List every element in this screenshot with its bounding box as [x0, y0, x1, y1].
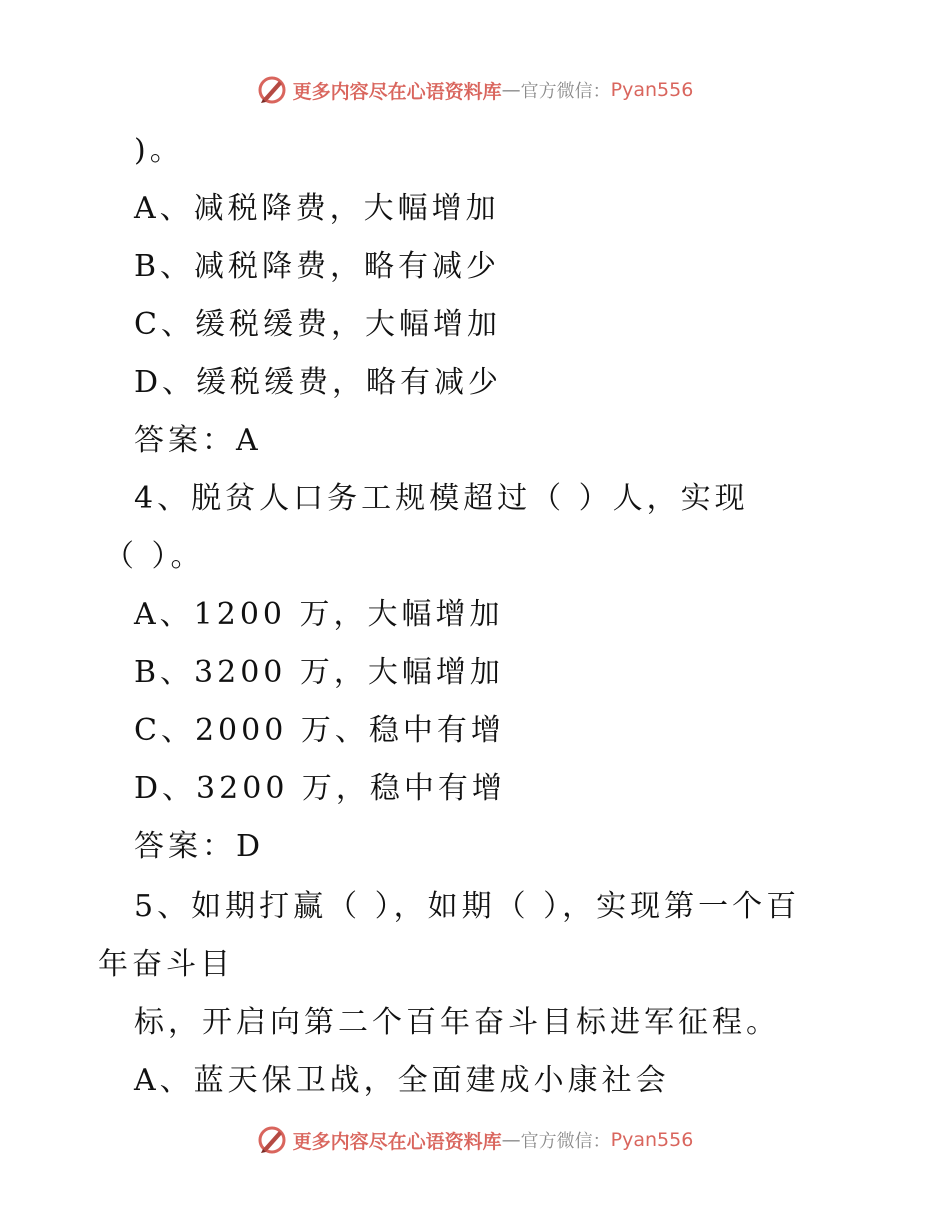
- footer-banner: [0, 1120, 950, 1160]
- text-line: )。: [134, 133, 184, 168]
- option-line: C、2000 万、稳中有增: [134, 713, 505, 748]
- option-line: D、3200 万，稳中有增: [134, 771, 506, 806]
- question-line: 年奋斗目: [98, 947, 234, 982]
- option-line: A、减税降费，大幅增加: [134, 191, 500, 226]
- option-line: D、缓税缓费，略有减少: [134, 365, 503, 400]
- pen-logo-icon: [257, 75, 287, 105]
- header-brand-text: 更多内容尽在心语资料库: [292, 80, 502, 103]
- answer-line: 答案：A: [134, 423, 262, 458]
- answer-line: 答案：D: [134, 829, 265, 864]
- header-wechat-id: Pyan556: [610, 79, 694, 101]
- header-wechat-label: 官方微信：: [520, 81, 611, 102]
- option-line: B、减税降费，略有减少: [134, 249, 501, 284]
- option-line: A、1200 万，大幅增加: [134, 597, 504, 632]
- option-line: C、缓税缓费，大幅增加: [134, 307, 501, 342]
- header-banner: [0, 70, 950, 110]
- question-line: 4、脱贫人口务工规模超过（ ）人，实现: [134, 481, 749, 516]
- header-separator: —: [501, 79, 521, 101]
- question-line: 5、如期打赢（ ），如期（ ），实现第一个百: [134, 889, 801, 924]
- footer-wechat-label: 官方微信：: [520, 1131, 611, 1152]
- question-line: 标，开启向第二个百年奋斗目标进军征程。: [134, 1005, 780, 1040]
- option-line: B、3200 万，大幅增加: [134, 655, 504, 690]
- option-line: A、蓝天保卫战，全面建成小康社会: [134, 1063, 670, 1098]
- footer-separator: —: [501, 1129, 521, 1151]
- footer-brand-text: 更多内容尽在心语资料库: [292, 1130, 502, 1153]
- pen-logo-icon: [257, 1125, 287, 1155]
- question-line: （ ）。: [104, 539, 205, 574]
- footer-wechat-id: Pyan556: [610, 1129, 694, 1151]
